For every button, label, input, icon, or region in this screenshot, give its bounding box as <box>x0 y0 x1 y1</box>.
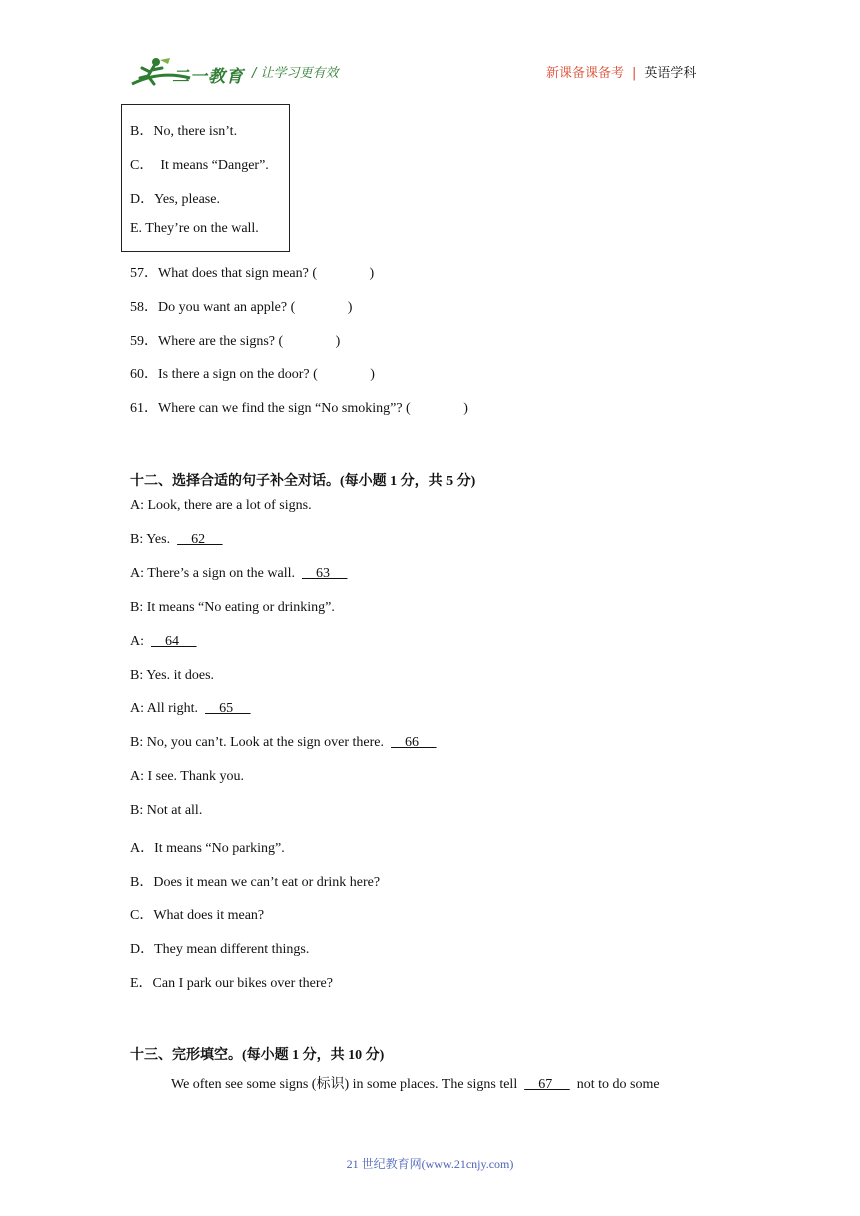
section-13-heading: 十三、完形填空。(每小题 1 分，共 10 分) <box>130 1048 385 1063</box>
answer-blank-66[interactable]: 66 <box>391 735 437 750</box>
page-header <box>0 0 860 100</box>
dialogue-text: B: Not at all. <box>130 803 203 818</box>
dialogue-text: B: Yes. <box>130 532 178 547</box>
answer-blank-67[interactable]: 67 <box>524 1077 570 1092</box>
header-title: 新课备课备考 <box>546 66 625 81</box>
dialogue-line <box>130 566 348 582</box>
answer-blank-65[interactable]: 65 <box>205 701 251 716</box>
dialogue-text: A: <box>130 634 151 649</box>
page-footer: 21 世纪教育网(www.21cnjy.com) <box>346 1157 514 1171</box>
option-line: B．No, there isn’t. <box>130 124 238 139</box>
dialogue-text: B: It means “No eating or drinking”. <box>130 600 335 615</box>
header-subject: 英语学科 <box>644 66 697 81</box>
dialogue-line <box>130 668 214 684</box>
answer-blank-62[interactable]: 62 <box>177 532 223 547</box>
dialogue-text: A: All right. <box>130 701 206 716</box>
option-line: D．Yes, please. <box>130 192 220 207</box>
dialogue-text: A: I see. Thank you. <box>130 769 245 784</box>
cloze-paragraph <box>171 1073 660 1093</box>
dialogue-text: B: Yes. it does. <box>130 668 215 683</box>
choice-b: B．Does it mean we can’t eat or drink here? <box>130 875 381 890</box>
question-57: 57．What does that sign mean? ( ) <box>130 266 375 281</box>
dialogue-line <box>130 701 251 717</box>
dialogue-line <box>130 498 312 514</box>
dialogue-line <box>130 634 197 650</box>
option-line: E. They’re on the wall. <box>130 221 259 236</box>
paragraph-text: We often see some signs (标识) in some places. The signs tell <box>171 1077 525 1092</box>
dialogue-line <box>130 803 202 819</box>
logo-text: 二一教育 <box>172 67 244 87</box>
dialogue-line <box>130 532 223 548</box>
choice-c: C．What does it mean? <box>130 908 265 923</box>
question-58: 58．Do you want an apple? ( ) <box>130 300 353 315</box>
choice-d: D．They mean different things. <box>130 942 310 957</box>
choice-a: A．It means “No parking”. <box>130 841 285 856</box>
dialogue-text: A: Look, there are a lot of signs. <box>130 498 312 513</box>
question-60: 60．Is there a sign on the door? ( ) <box>130 367 375 382</box>
dialogue-line <box>130 600 335 616</box>
option-line: C． It means “Danger”. <box>130 158 269 173</box>
choice-e: E．Can I park our bikes over there? <box>130 976 333 991</box>
header-separator: | <box>632 66 637 81</box>
question-61: 61．Where can we find the sign “No smoking”? ( ) <box>130 401 468 416</box>
dialogue-line <box>130 769 244 785</box>
dialogue-text: B: No, you can’t. Look at the sign over there. <box>130 735 392 750</box>
paragraph-text: not to do some <box>569 1077 660 1092</box>
dialogue-line <box>130 735 437 751</box>
header-brand <box>546 62 696 81</box>
slogan: / 让学习更有效 <box>252 66 339 81</box>
section-12-heading: 十二、选择合适的句子补全对话。(每小题 1 分，共 5 分) <box>130 474 476 489</box>
question-59: 59．Where are the signs? ( ) <box>130 334 341 349</box>
dialogue-text: A: There’s a sign on the wall. <box>130 566 302 581</box>
answer-blank-63[interactable]: 63 <box>302 566 348 581</box>
answer-blank-64[interactable]: 64 <box>151 634 197 649</box>
